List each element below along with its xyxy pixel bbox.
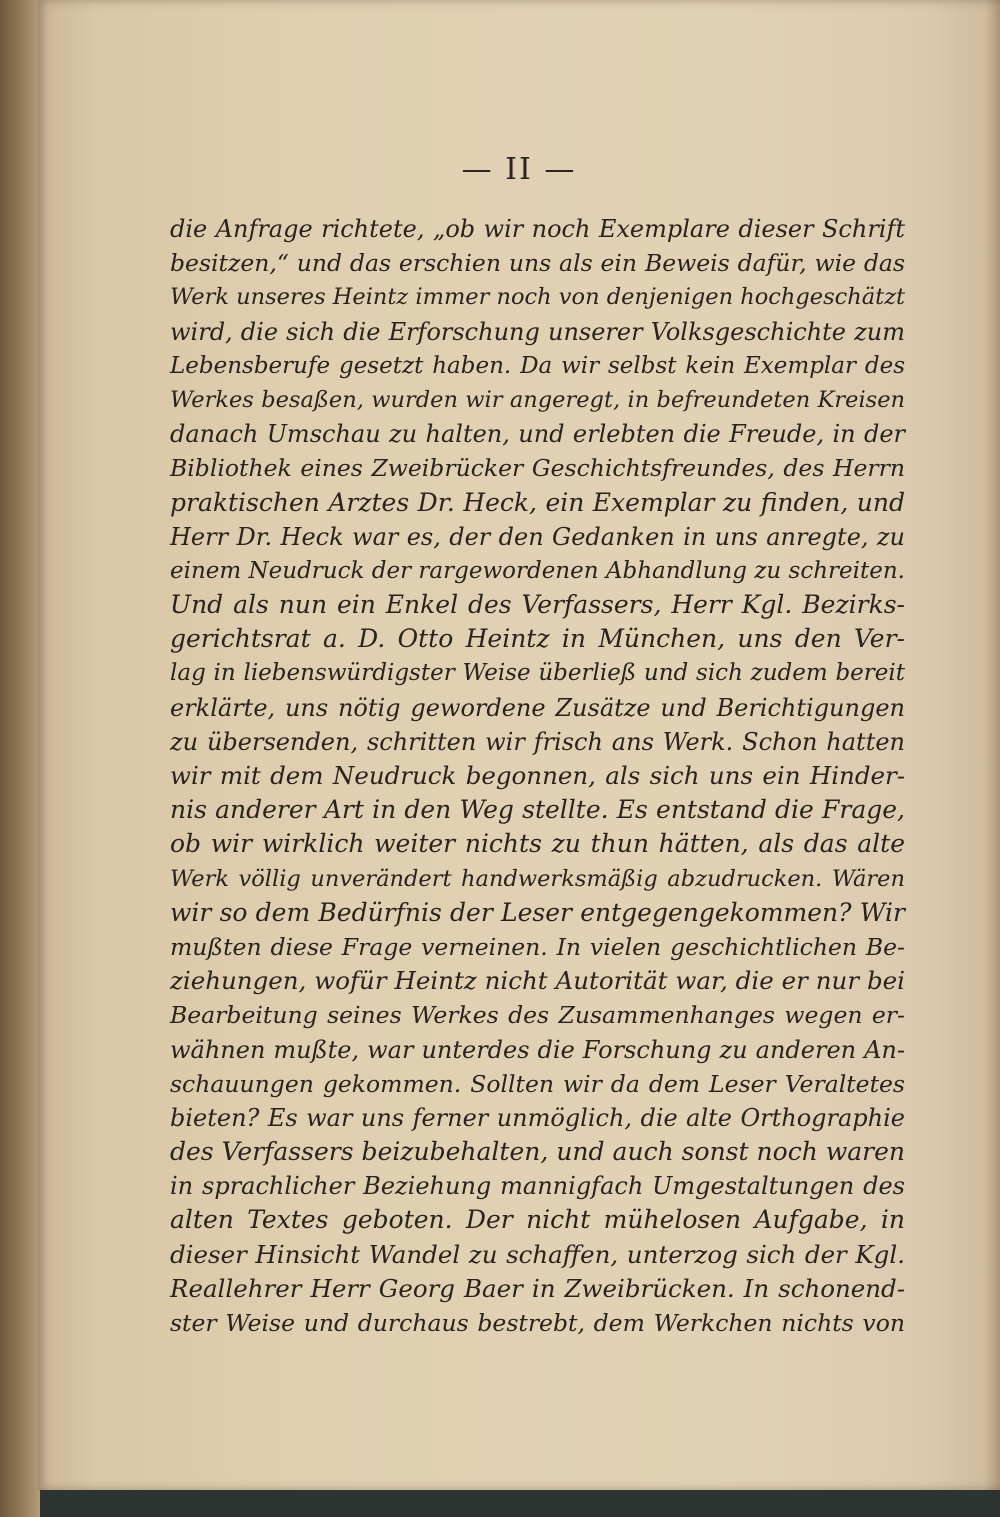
text-line: besitzen,“ und das erschien uns als ein Beweis dafür, wie das (170, 249, 905, 278)
text-line: alten Textes geboten. Der nicht mühelosen Aufgabe, in (170, 1205, 905, 1235)
text-line: gerichtsrat a. D. Otto Heintz in München, uns den Ver- (170, 624, 905, 654)
page-number: — II — (461, 152, 577, 187)
text-line: lag in liebenswürdigster Weise überließ und sich zudem bereit (170, 660, 905, 687)
text-line: Bearbeitung seines Werkes des Zusammenhanges wegen er- (170, 1001, 905, 1030)
text-line: wähnen mußte, war unterdes die Forschung zu anderen An- (170, 1035, 905, 1064)
text-line: nis anderer Art in den Weg stellte. Es entstand die Frage, (170, 795, 905, 825)
text-line: wir so dem Bedürfnis der Leser entgegengekommen? Wir (170, 897, 905, 927)
text-line: erklärte, uns nötig gewordene Zusätze und Berichtigungen (170, 693, 905, 722)
text-line: einem Neudruck der rargewordenen Abhandlung zu schreiten. (170, 557, 905, 584)
text-line: bieten? Es war uns ferner unmöglich, die alte Orthographie (170, 1103, 905, 1132)
text-line: Werkes besaßen, wurden wir angeregt, in befreundeten Kreisen (170, 386, 905, 413)
text-line: dieser Hinsicht Wandel zu schaffen, unterzog sich der Kgl. (170, 1239, 905, 1269)
text-line: ob wir wirklich weiter nichts zu thun hätten, als das alte (170, 829, 905, 859)
text-line: Werk unseres Heintz immer noch von denjenigen hochgeschätzt (170, 284, 906, 311)
body-text (170, 212, 905, 1340)
text-line: ziehungen, wofür Heintz nicht Autorität war, die er nur bei (170, 966, 905, 996)
text-line: in sprachlicher Beziehung mannigfach Umgestaltungen des (170, 1172, 905, 1201)
text-line: wird, die sich die Erforschung unserer Volksgeschichte zum (170, 317, 905, 346)
text-line: mußten diese Frage verneinen. In vielen geschichtlichen Be- (170, 932, 905, 961)
book-spine (0, 0, 40, 1517)
text-line: Bibliothek eines Zweibrücker Geschichtsfreundes, des Herrn (170, 454, 905, 483)
text-line: praktischen Arztes Dr. Heck, ein Exemplar zu finden, und (170, 487, 905, 517)
text-line: Herr Dr. Heck war es, der den Gedanken in uns anregte, zu (170, 522, 905, 551)
text-line: danach Umschau zu halten, und erlebten die Freude, in der (170, 420, 905, 449)
text-line: des Verfassers beizubehalten, und auch sonst noch waren (170, 1137, 905, 1167)
text-line: Und als nun ein Enkel des Verfassers, Herr Kgl. Bezirks- (170, 590, 905, 620)
page-edge-shadow (984, 0, 1000, 1490)
text-line: Werk völlig unverändert handwerksmäßig abzudrucken. Wären (170, 865, 905, 892)
text-line: Reallehrer Herr Georg Baer in Zweibrücken. In schonend- (170, 1273, 905, 1303)
text-line: zu übersenden, schritten wir frisch ans Werk. Schon hatten (170, 727, 905, 756)
text-line: Lebensberufe gesetzt haben. Da wir selbst kein Exemplar des (170, 352, 905, 379)
text-line: die Anfrage richtete, „ob wir noch Exemplare dieser Schrift (170, 215, 905, 243)
text-line: wir mit dem Neudruck begonnen, als sich uns ein Hinder- (170, 761, 905, 790)
text-line: schauungen gekommen. Sollten wir da dem Leser Veraltetes (170, 1069, 905, 1098)
text-line: ster Weise und durchaus bestrebt, dem Werkchen nichts von (170, 1309, 905, 1337)
book-page (38, 0, 1000, 1490)
